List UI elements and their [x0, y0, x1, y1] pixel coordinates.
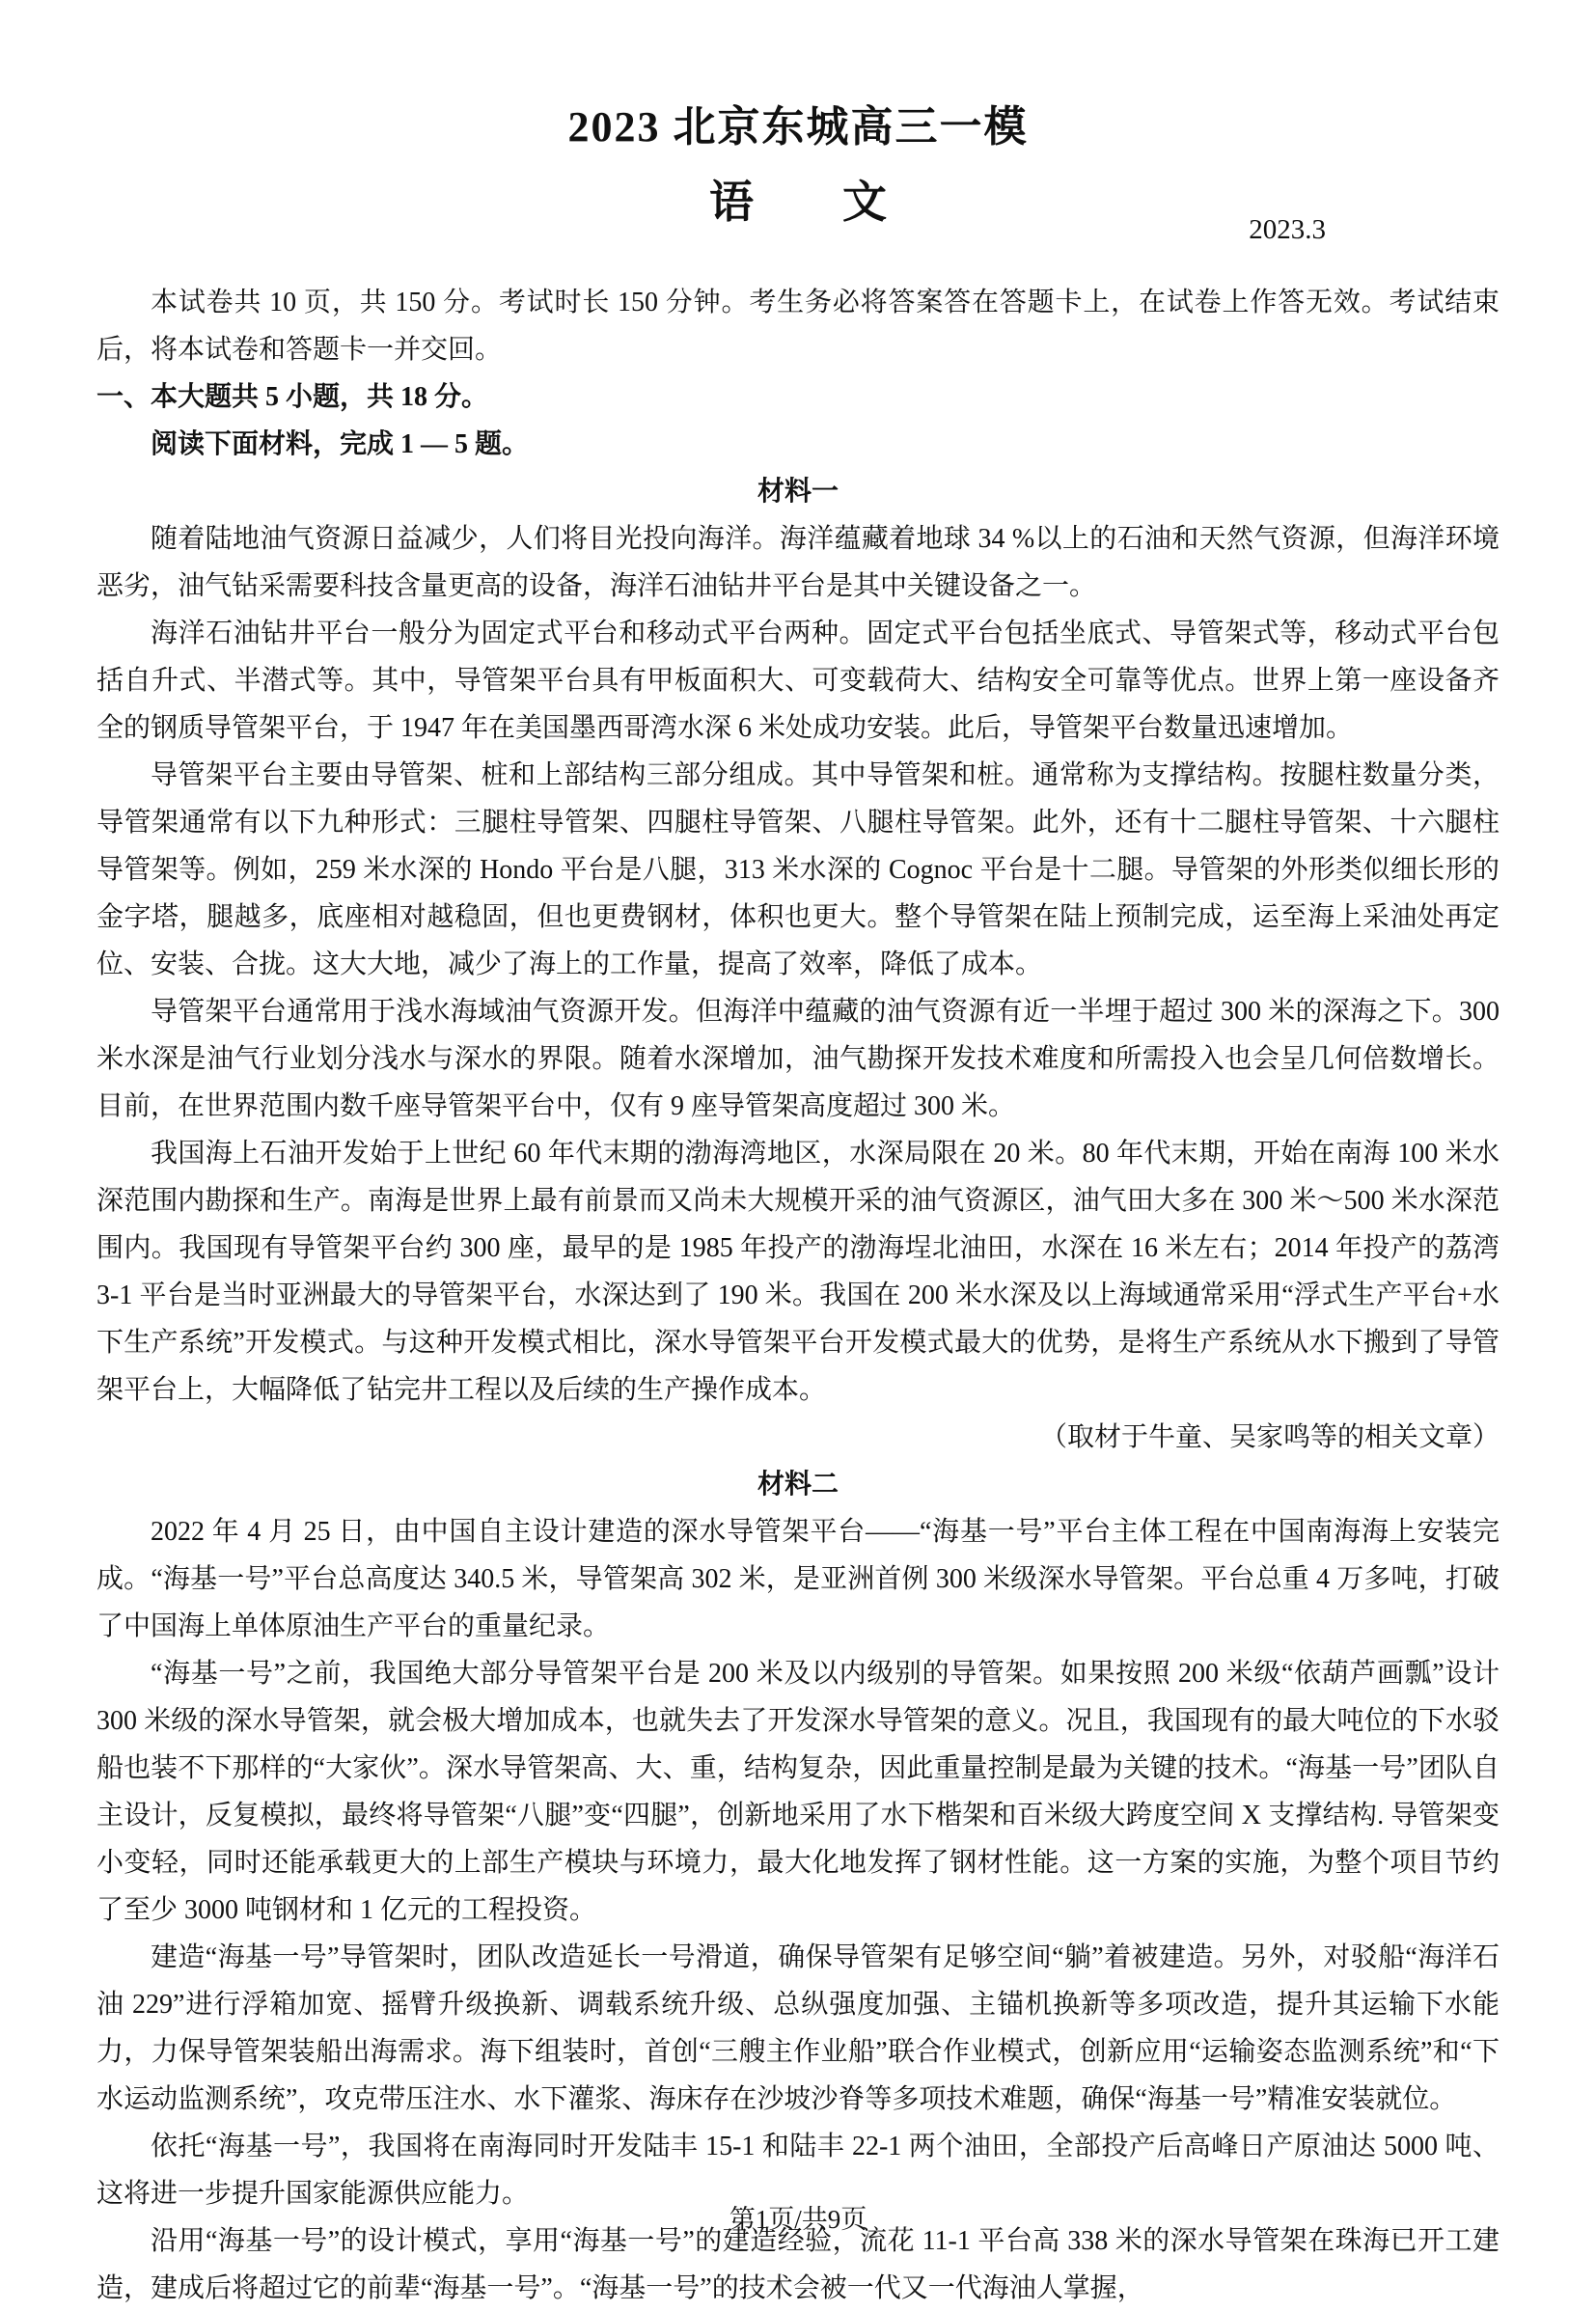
document-body	[96, 279, 1500, 2312]
exam-title: 2023 北京东城高三一模	[567, 103, 1029, 151]
subject-title: 语 文	[709, 177, 887, 227]
paragraph: 我国海上石油开发始于上世纪 60 年代末期的渤海湾地区，水深局限在 20 米。80 年代末期，开始在南海 100 米水深范围内勘探和生产。南海是世界上最有前景而又尚未大规模开采的油气资源区，油气田大多在 300 米～500 米水深范围内。我国现有导管架平台约 300 座，最早的是 1985 年投产的渤海埕北油田，水深在 16 米左右；2014 年投产的荔湾 3-1 平台是当时亚洲最大的导管架平台，水深达到了 190 米。我国在 200 米水深及以上海域通常采用“浮式生产平台+水下生产系统”开发模式。与这种开发模式相比，深水导管架平台开发模式最大的优势，是将生产系统从水下搬到了导管架平台上，大幅降低了钻完井工程以及后续的生产操作成本。	[96, 1138, 1500, 1405]
exam-instructions: 本试卷共 10 页，共 150 分。考试时长 150 分钟。考生务必将答案答在答题卡上，在试卷上作答无效。考试结束后，将本试卷和答题卡一并交回。	[96, 287, 1500, 365]
page-footer	[0, 2198, 1596, 2236]
paragraph: 2022 年 4 月 25 日，由中国自主设计建造的深水导管架平台——“海基一号”平台主体工程在中国南海海上安装完成。“海基一号”平台总高度达 340.5 米，导管架高 302 米，是亚洲首例 300 米级深水导管架。平台总重 4 万多吨，打破了中国海上单体原油生产平台的重量纪录。	[96, 1516, 1500, 1641]
paragraph: 建造“海基一号”导管架时，团队改造延长一号滑道，确保导管架有足够空间“躺”着被建造。另外，对驳船“海洋石油 229”进行浮箱加宽、摇臂升级换新、调载系统升级、总纵强度加强、主锚机换新等多项改造，提升其运输下水能力，力保导管架装船出海需求。海下组装时，首创“三艘主作业船”联合作业模式，创新应用“运输姿态监测系统”和“下水运动监测系统”，攻克带压注水、水下灌浆、海床存在沙坡沙脊等多项技术难题，确保“海基一号”精准安装就位。	[96, 1941, 1500, 2114]
material1-header: 材料一	[757, 476, 839, 507]
paragraph: 海洋石油钻井平台一般分为固定式平台和移动式平台两种。固定式平台包括坐底式、导管架式等，移动式平台包括自升式、半潜式等。其中，导管架平台具有甲板面积大、可变载荷大、结构安全可靠等优点。世界上第一座设备齐全的钢质导管架平台，于 1947 年在美国墨西哥湾水深 6 米处成功安装。此后，导管架平台数量迅速增加。	[96, 618, 1500, 743]
section-subheading: 阅读下面材料，完成 1 — 5 题。	[151, 428, 530, 459]
subtitle-row	[96, 177, 1500, 245]
paragraph: 沿用“海基一号”的设计模式，享用“海基一号”的建造经验，流花 11-1 平台高 338 米的深水导管架在珠海已开工建造，建成后将超过它的前辈“海基一号”。“海基一号”的技术会被一代又一代海油人掌握，	[96, 2225, 1500, 2303]
material2-header: 材料二	[757, 1469, 839, 1500]
section-heading: 一、本大题共 5 小题，共 18 分。	[96, 381, 489, 412]
paragraph: 导管架平台通常用于浅水海域油气资源开发。但海洋中蕴藏的油气资源有近一半埋于超过 300 米的深海之下。300 米水深是油气行业划分浅水与深水的界限。随着水深增加，油气勘探开发技术难度和所需投入也会呈几何倍数增长。目前，在世界范围内数千座导管架平台中，仅有 9 座导管架高度超过 300 米。	[96, 996, 1500, 1121]
material1-body	[96, 515, 1500, 1414]
paragraph: “海基一号”之前，我国绝大部分导管架平台是 200 米及以内级别的导管架。如果按照 200 米级“依葫芦画瓢”设计 300 米级的深水导管架，就会极大增加成本，也就失去了开发深水导管架的意义。况且，我国现有的最大吨位的下水驳船也装不下那样的“大家伙”。深水导管架高、大、重，结构复杂，因此重量控制是最为关键的技术。“海基一号”团队自主设计，反复模拟，最终将导管架“八腿”变“四腿”，创新地采用了水下楷架和百米级大跨度空间 X 支撑结构. 导管架变小变轻，同时还能承载更大的上部生产模块与环境力，最大化地发挥了钢材性能。这一方案的实施，为整个项目节约了至少 3000 吨钢材和 1 亿元的工程投资。	[96, 1658, 1500, 1925]
page-number: 第1页/共9页	[729, 2205, 867, 2234]
paragraph: 依托“海基一号”，我国将在南海同时开发陆丰 15-1 和陆丰 22-1 两个油田，全部投产后高峰日产原油达 5000 吨、这将进一步提升国家能源供应能力。	[96, 2131, 1500, 2209]
exam-date: 2023.3	[1249, 213, 1326, 245]
material1-source: （取材于牛童、吴家鸣等的相关文章）	[1039, 1421, 1500, 1452]
page-header	[96, 102, 1500, 245]
paragraph: 导管架平台主要由导管架、桩和上部结构三部分组成。其中导管架和桩。通常称为支撑结构。按腿柱数量分类，导管架通常有以下九种形式：三腿柱导管架、四腿柱导管架、八腿柱导管架。此外，还有十二腿柱导管架、十六腿柱导管架等。例如，259 米水深的 Hondo 平台是八腿，313 米水深的 Cognoc 平台是十二腿。导管架的外形类似细长形的金字塔，腿越多，底座相对越稳固，但也更费钢材，体积也更大。整个导管架在陆上预制完成，运至海上采油处再定位、安装、合拢。这大大地，减少了海上的工作量，提高了效率，降低了成本。	[96, 759, 1500, 979]
paragraph: 随着陆地油气资源日益减少，人们将目光投向海洋。海洋蕴藏着地球 34 %以上的石油和天然气资源，但海洋环境恶劣，油气钻采需要科技含量更高的设备，海洋石油钻井平台是其中关键设备之一。	[96, 523, 1500, 601]
material2-body	[96, 1508, 1500, 2312]
